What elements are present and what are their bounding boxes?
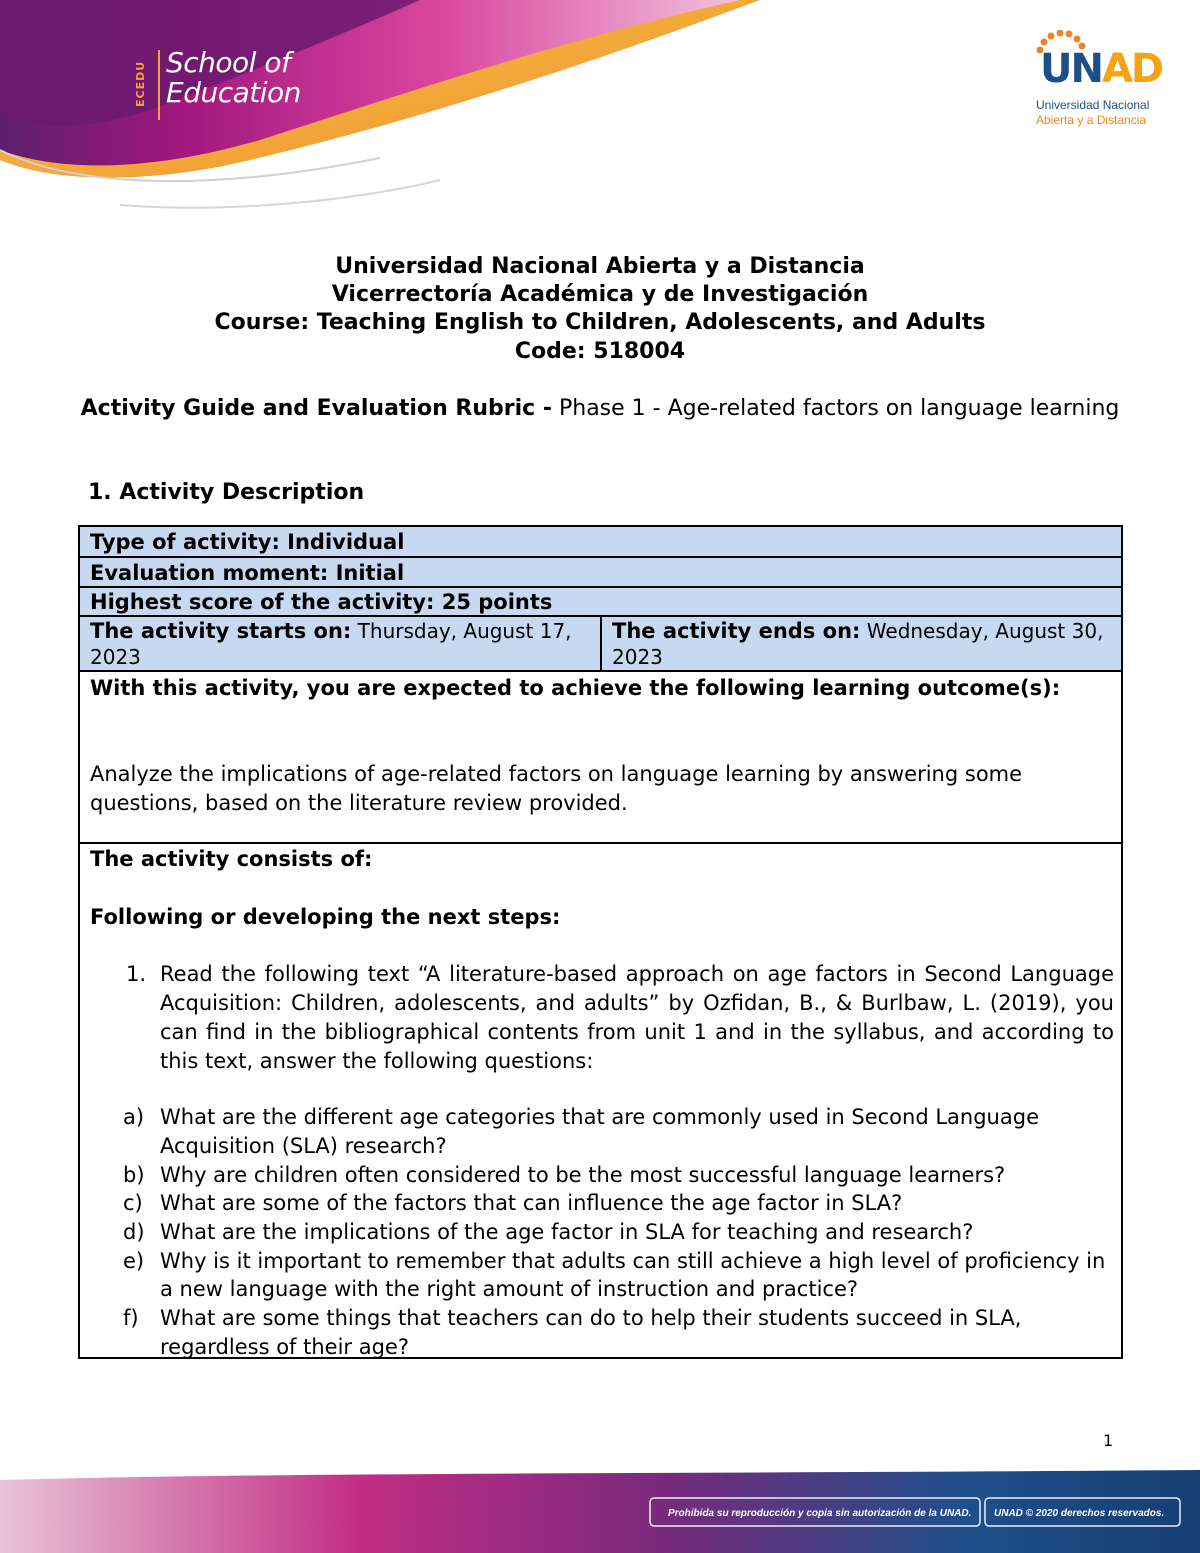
- header-banner: [0, 0, 1200, 240]
- question-text: Why is it important to remember that adults can still achieve a high level of proficiency in a new language with the right amount of instruction and practice?: [160, 1248, 1106, 1302]
- end-date: [612, 618, 1117, 670]
- guide-title-bold: Activity Guide and Evaluation Rubric -: [80, 396, 552, 421]
- row-type: [80, 527, 1121, 558]
- unad-logo: [1040, 46, 1162, 92]
- guide-title: [80, 394, 1120, 423]
- title-line2: Vicerrectoría Académica y de Investigación: [331, 282, 869, 307]
- outcome-heading: With this activity, you are expected to achieve the following learning outcome(s):: [90, 676, 1061, 700]
- outcome-text: Analyze the implications of age-related factors on language learning by answering some questions, based on the literature review provided.: [90, 762, 1023, 815]
- question-e: [90, 1247, 1114, 1304]
- logo-divider: [158, 50, 160, 120]
- section-heading: 1. Activity Description: [88, 480, 365, 505]
- title-line3: Course: Teaching English to Children, Adolescents, and Adults: [214, 310, 986, 335]
- unad-subtitle-1: Universidad Nacional: [1036, 98, 1150, 112]
- question-text: What are the different age categories that are commonly used in Second Language Acquisition (SLA) research?: [160, 1105, 1039, 1158]
- school-of-education-logo: [166, 48, 301, 108]
- start-label: The activity starts on:: [90, 619, 352, 643]
- evaluation-moment: Evaluation moment: Initial: [90, 561, 405, 585]
- logo-line2: Education: [166, 76, 301, 109]
- step-1-text: Read the following text “A literature-based approach on age factors in Second Language Acquisition: Children, adolescents, and adults” by Ozfidan, B., & Burlbaw, L. (2019), you can find in the bibliographical contents from unit 1 and in the syllabus, and according to this text, answer the following questions:: [160, 962, 1114, 1073]
- guide-title-rest: Phase 1 - Age-related factors on language learning: [551, 396, 1120, 421]
- step-1: [90, 960, 1114, 1075]
- question-f: [90, 1304, 1114, 1361]
- footer-copy-notice: Prohibida su reproducción y copia sin autorización de la UNAD.: [668, 1508, 972, 1519]
- highest-score: Highest score of the activity: 25 points: [90, 590, 553, 614]
- row-consists: [80, 844, 1121, 1357]
- step-1-number: 1.: [126, 962, 147, 987]
- unad-subtitle-2: Abierta y a Distancia: [1036, 113, 1147, 127]
- question-d: [90, 1218, 1114, 1247]
- question-label: d): [123, 1220, 145, 1245]
- question-label: e): [123, 1248, 145, 1273]
- activity-table: [78, 525, 1123, 1359]
- type-of-activity: Type of activity: Individual: [90, 530, 405, 554]
- steps-heading: Following or developing the next steps:: [90, 904, 561, 929]
- steps-content: [90, 844, 1114, 1362]
- unad-u: U: [1040, 46, 1071, 92]
- question-text: What are some things that teachers can do to help their students succeed in SLA, regardless of their age?: [160, 1306, 1022, 1359]
- date-divider: [600, 617, 602, 672]
- row-score: [80, 588, 1121, 617]
- question-label: f): [123, 1306, 139, 1331]
- page-number: 1: [1103, 1431, 1114, 1450]
- question-c: [90, 1189, 1114, 1218]
- ecedu-vertical-text: ECEDU: [134, 60, 147, 108]
- footer-rights: UNAD © 2020 derechos reservados.: [994, 1508, 1165, 1519]
- row-outcome: [80, 672, 1121, 844]
- end-label: The activity ends on:: [612, 619, 861, 643]
- unad-ad: AD: [1101, 46, 1163, 92]
- start-date: [90, 618, 590, 670]
- question-b: [90, 1161, 1114, 1190]
- end-value: Wednesday, August 30, 2023: [612, 619, 1104, 669]
- question-label: a): [123, 1105, 145, 1130]
- question-a: [90, 1103, 1114, 1160]
- question-text: What are the implications of the age factor in SLA for teaching and research?: [160, 1220, 974, 1245]
- row-moment: [80, 558, 1121, 588]
- row-dates: [80, 617, 1121, 672]
- start-value: Thursday, August 17, 2023: [90, 619, 572, 669]
- title-line4: Code: 518004: [514, 339, 686, 364]
- consists-heading: The activity consists of:: [90, 847, 373, 871]
- question-text: Why are children often considered to be the most successful language learners?: [160, 1162, 1006, 1187]
- question-label: b): [123, 1162, 145, 1187]
- logo-line1: School of: [166, 46, 291, 79]
- question-text: What are some of the factors that can influence the age factor in SLA?: [160, 1191, 903, 1216]
- question-label: c): [123, 1191, 143, 1216]
- unad-n: N: [1070, 46, 1102, 92]
- title-line1: Universidad Nacional Abierta y a Distancia: [335, 254, 865, 279]
